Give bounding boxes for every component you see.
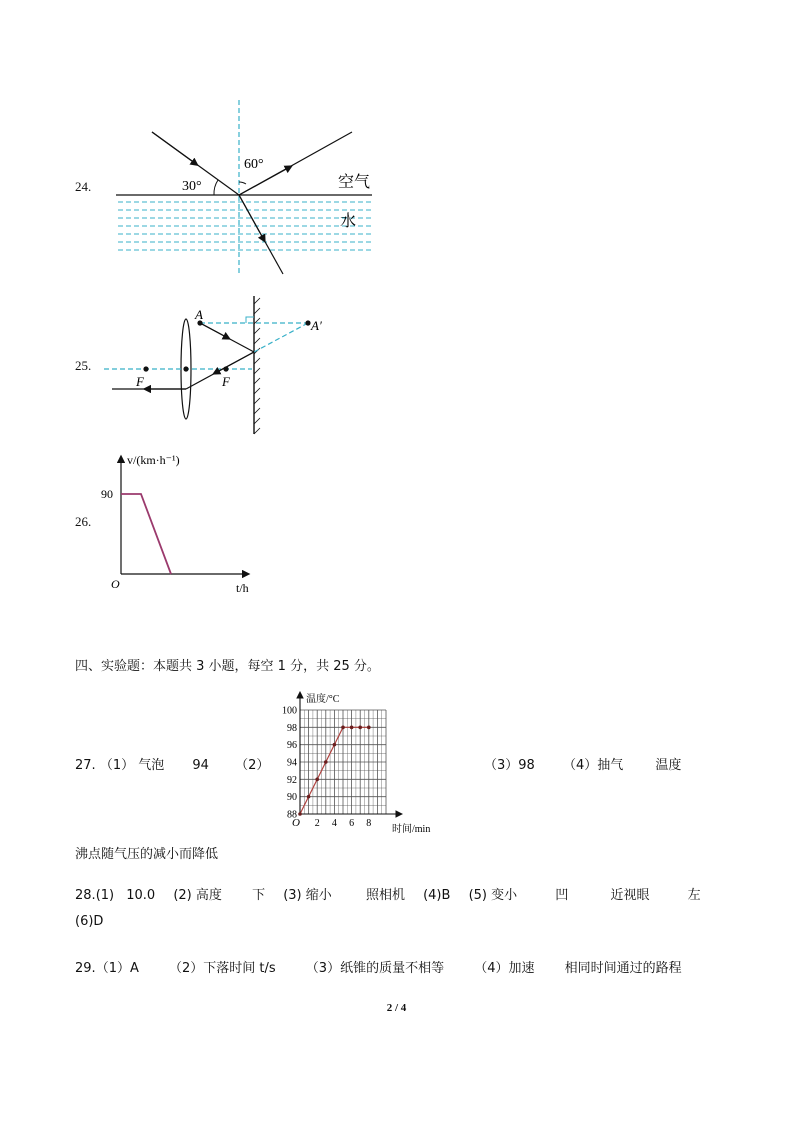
q28-p2: (2) bbox=[173, 888, 192, 903]
velocity-line bbox=[121, 494, 171, 574]
focus-right bbox=[223, 366, 228, 371]
q27-part1-answer-b: 94 bbox=[192, 758, 209, 773]
y-axis-label: v/(km·h⁻¹) bbox=[127, 453, 180, 467]
x-tick-label: 4 bbox=[331, 818, 337, 829]
section4-heading: 四、实验题：本题共 3 小题，每空 1 分，共 25 分。 bbox=[75, 659, 380, 674]
y-tick-label: 90 bbox=[287, 792, 297, 804]
label-f-left: F bbox=[136, 374, 144, 389]
water-label: 水 bbox=[340, 213, 357, 230]
q28-p5-ans-c: 近视眼 bbox=[610, 888, 650, 903]
chart-y-label: 温度/°C bbox=[306, 694, 340, 705]
data-point bbox=[324, 760, 328, 764]
label-a-prime: A′ bbox=[311, 318, 322, 333]
q27-part3-label: （3） bbox=[484, 758, 519, 773]
x-tick-label: 2 bbox=[314, 818, 320, 829]
data-point bbox=[307, 795, 311, 799]
q29-p1: （1）A bbox=[95, 961, 139, 976]
angle-reflect-label: 60° bbox=[244, 157, 264, 172]
q27-temperature-chart bbox=[282, 690, 452, 836]
q28-p1-ans: 10.0 bbox=[126, 888, 156, 903]
q28-number: 28. bbox=[75, 888, 96, 903]
label-f-right: F bbox=[222, 374, 230, 389]
page-number: 2 / 4 bbox=[386, 1002, 407, 1014]
y-tick-label: 96 bbox=[287, 740, 297, 752]
q27-line1 bbox=[75, 754, 269, 773]
y-tick-label: 88 bbox=[287, 809, 297, 821]
virtual-ray bbox=[254, 323, 308, 352]
q27-part1-label: （1） bbox=[99, 758, 135, 773]
q28-p4: (4)B bbox=[423, 888, 451, 903]
focus-left bbox=[143, 366, 148, 371]
angle-arc-incident bbox=[214, 180, 218, 195]
q25-lens-mirror-diagram bbox=[100, 292, 340, 438]
y-tick-90: 90 bbox=[101, 487, 113, 501]
angle-arc-reflect bbox=[239, 182, 246, 184]
q26-vt-graph bbox=[95, 446, 265, 596]
data-point bbox=[298, 812, 302, 816]
q24-refraction-diagram bbox=[110, 98, 385, 278]
q28-p3-ans-a: 缩小 bbox=[305, 888, 332, 903]
q28-p5-ans-d: 左 bbox=[687, 888, 701, 903]
y-tick-label: 100 bbox=[282, 705, 297, 717]
q29-number: 29. bbox=[75, 961, 96, 976]
mirror-hatching bbox=[254, 298, 260, 434]
q28-p3-ans-b: 照相机 bbox=[365, 888, 405, 903]
q28-line1 bbox=[75, 884, 701, 903]
q29-p4: （4）加速 bbox=[474, 961, 535, 976]
q28-p1: (1) bbox=[95, 888, 115, 903]
air-label: 空气 bbox=[338, 174, 371, 191]
point-a-prime bbox=[305, 320, 310, 325]
data-point bbox=[358, 726, 362, 730]
q27-conclusion: 沸点随气压的减小而降低 bbox=[75, 847, 219, 862]
x-axis-label: t/h bbox=[236, 581, 249, 595]
q28-p2-ans-a: 高度 bbox=[195, 888, 222, 903]
q27-number: 27. bbox=[75, 758, 96, 773]
y-tick-label: 98 bbox=[287, 722, 297, 734]
q29-p2: （2）下落时间 t/s bbox=[169, 961, 276, 976]
chart-tick-labels bbox=[282, 706, 371, 830]
data-point bbox=[367, 726, 371, 730]
q27-part1-answer-a: 气泡 bbox=[138, 758, 165, 773]
chart-x-label: 时间/min bbox=[392, 824, 431, 835]
q28-p3: (3) bbox=[283, 888, 302, 903]
q28-p5-ans-b: 凹 bbox=[555, 888, 569, 903]
y-tick-label: 92 bbox=[287, 774, 297, 786]
angle-incident-label: 30° bbox=[182, 179, 202, 194]
data-point bbox=[350, 726, 354, 730]
q24-number: 24. bbox=[75, 179, 92, 194]
q27-part4-answer-a: 抽气 bbox=[597, 758, 624, 773]
y-tick-label: 94 bbox=[287, 757, 297, 769]
label-a: A bbox=[195, 307, 203, 322]
water-hatching bbox=[118, 202, 372, 250]
q26-number: 26. bbox=[75, 514, 92, 529]
data-point bbox=[333, 743, 337, 747]
q28-p6: (6)D bbox=[75, 914, 104, 929]
q29-p4b: 相同时间通过的路程 bbox=[564, 961, 682, 976]
chart-origin: O bbox=[292, 817, 300, 829]
q29-p3: （3）纸锥的质量不相等 bbox=[305, 961, 445, 976]
q27-part4-answer-b: 温度 bbox=[655, 758, 682, 773]
q28-p5-ans-a: 变小 bbox=[491, 888, 518, 903]
origin-label: O bbox=[111, 577, 120, 591]
q27-part3-answer: 98 bbox=[518, 758, 535, 773]
q29-line bbox=[75, 957, 682, 976]
data-point bbox=[341, 726, 345, 730]
q28-p2-ans-b: 下 bbox=[252, 888, 266, 903]
x-tick-label: 6 bbox=[349, 818, 355, 829]
x-tick-label: 8 bbox=[366, 818, 372, 829]
q28-p5: (5) bbox=[468, 888, 487, 903]
optical-center bbox=[183, 366, 188, 371]
q27-part4-label: （4） bbox=[562, 758, 598, 773]
q27-line1-right bbox=[484, 754, 681, 773]
data-point bbox=[315, 778, 319, 782]
q25-number: 25. bbox=[75, 358, 92, 373]
chart-axes bbox=[300, 694, 400, 814]
q27-part2-label: （2） bbox=[235, 758, 270, 773]
